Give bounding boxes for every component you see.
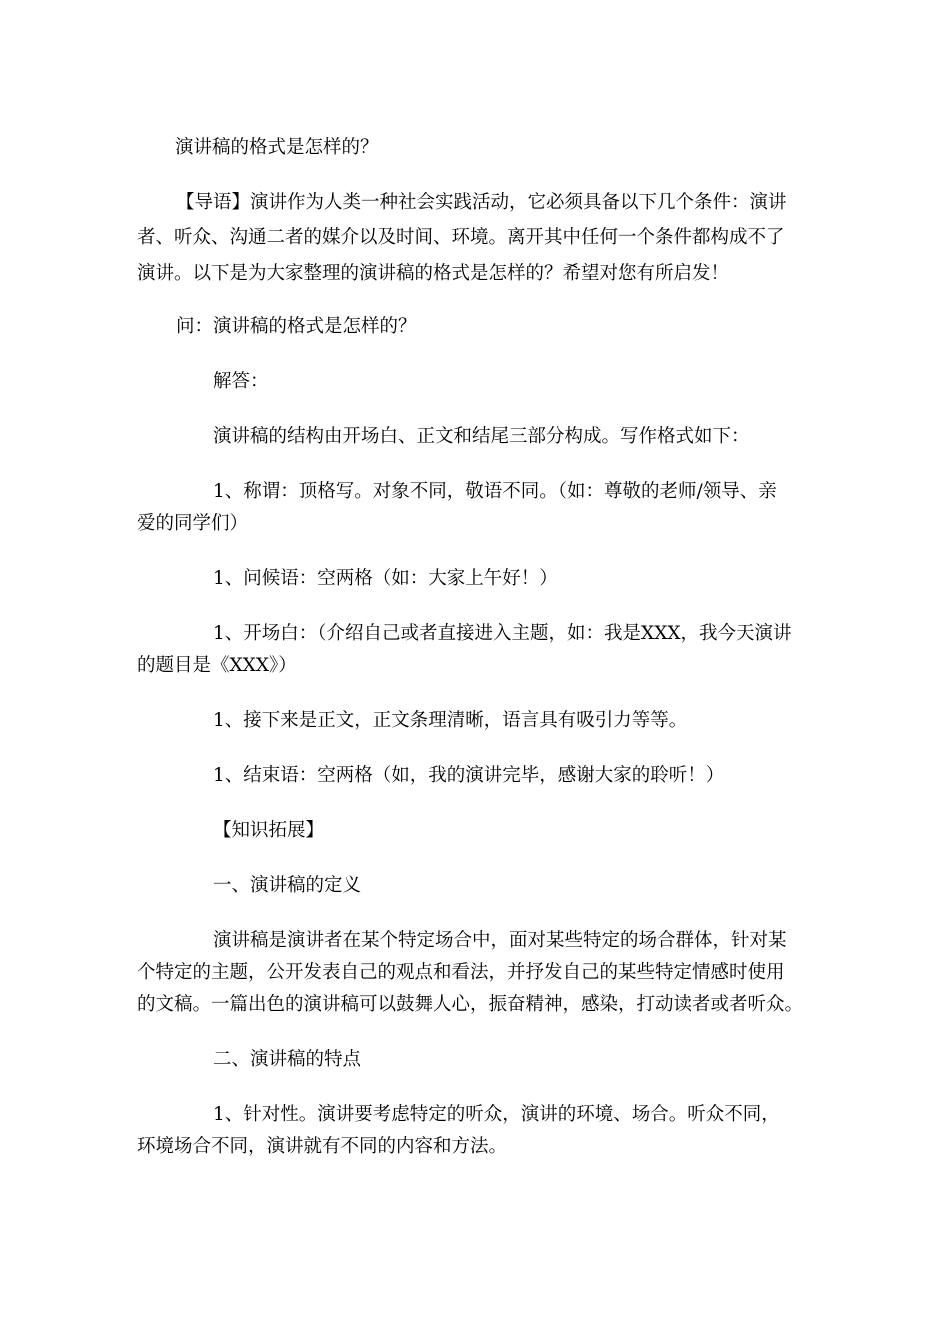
knowledge-heading-line: 【知识拓展】 <box>213 820 325 841</box>
section1-paragraph <box>213 925 896 956</box>
section2-heading-line: 二、演讲稿的特点 <box>213 1049 362 1070</box>
section2-item1 <box>213 1099 896 1130</box>
item-body <box>213 705 896 736</box>
answer-line: 解答： <box>213 371 269 392</box>
opening-line-2: 的题目是《XXX》） <box>137 655 297 676</box>
item-greeting <box>213 563 896 594</box>
knowledge-heading <box>213 815 896 846</box>
section2-heading <box>213 1044 896 1075</box>
document-title <box>175 132 858 163</box>
item-salutation-cont <box>137 508 820 539</box>
section1-heading-line: 一、演讲稿的定义 <box>213 875 362 896</box>
structure-line: 演讲稿的结构由开场白、正文和结尾三部分构成。写作格式如下： <box>213 426 750 447</box>
greeting-line: 1、问候语：空两格（如：大家上午好！） <box>213 568 558 589</box>
structure-paragraph <box>213 421 896 452</box>
intro-paragraph-cont <box>137 222 820 289</box>
item-closing <box>213 760 896 791</box>
section1-line-1: 演讲稿是演讲者在某个特定场合中，面对某些特定的场合群体，针对某 <box>213 930 787 951</box>
question-paragraph <box>176 311 859 342</box>
section1-paragraph-cont <box>137 957 837 1020</box>
salutation-line-2: 爱的同学们） <box>137 513 249 534</box>
item-opening <box>213 618 896 649</box>
intro-line-1: 【导语】演讲作为人类一种社会实践活动，它必须具备以下几个条件：演讲 <box>176 192 787 213</box>
section2-item1-line-2: 环境场合不同，演讲就有不同的内容和方法。 <box>137 1136 508 1157</box>
question-line: 问：演讲稿的格式是怎样的？ <box>176 316 417 337</box>
body-line: 1、接下来是正文，正文条理清晰，语言具有吸引力等等。 <box>213 710 688 731</box>
section1-heading <box>213 870 896 901</box>
section1-line-2: 个特定的主题，公开发表自己的观点和看法，并抒发自己的某些特定情感时使用 <box>137 962 785 983</box>
section1-line-3: 的文稿。一篇出色的演讲稿可以鼓舞人心，振奋精神，感染，打动读者或者听众。 <box>137 994 804 1015</box>
section2-item1-line-1: 1、针对性。演讲要考虑特定的听众，演讲的环境、场合。听众不同， <box>213 1104 780 1125</box>
salutation-line-1: 1、称谓：顶格写。对象不同，敬语不同。（如：尊敬的老师/领导、亲 <box>213 481 777 502</box>
intro-line-3: 演讲。以下是为大家整理的演讲稿的格式是怎样的？希望对您有所启发！ <box>137 263 730 284</box>
closing-line: 1、结束语：空两格（如，我的演讲完毕，感谢大家的聆听！） <box>213 765 725 786</box>
item-opening-cont <box>137 650 820 681</box>
section2-item1-cont <box>137 1131 820 1162</box>
answer-label <box>213 366 896 397</box>
intro-line-2: 者、听众、沟通二者的媒介以及时间、环境。离开其中任何一个条件都构成不了 <box>137 227 785 248</box>
intro-paragraph <box>176 187 859 218</box>
title-line: 演讲稿的格式是怎样的？ <box>175 137 379 158</box>
item-salutation <box>213 476 896 507</box>
opening-line-1: 1、开场白：（介绍自己或者直接进入主题，如：我是XXX，我今天演讲 <box>213 623 792 644</box>
